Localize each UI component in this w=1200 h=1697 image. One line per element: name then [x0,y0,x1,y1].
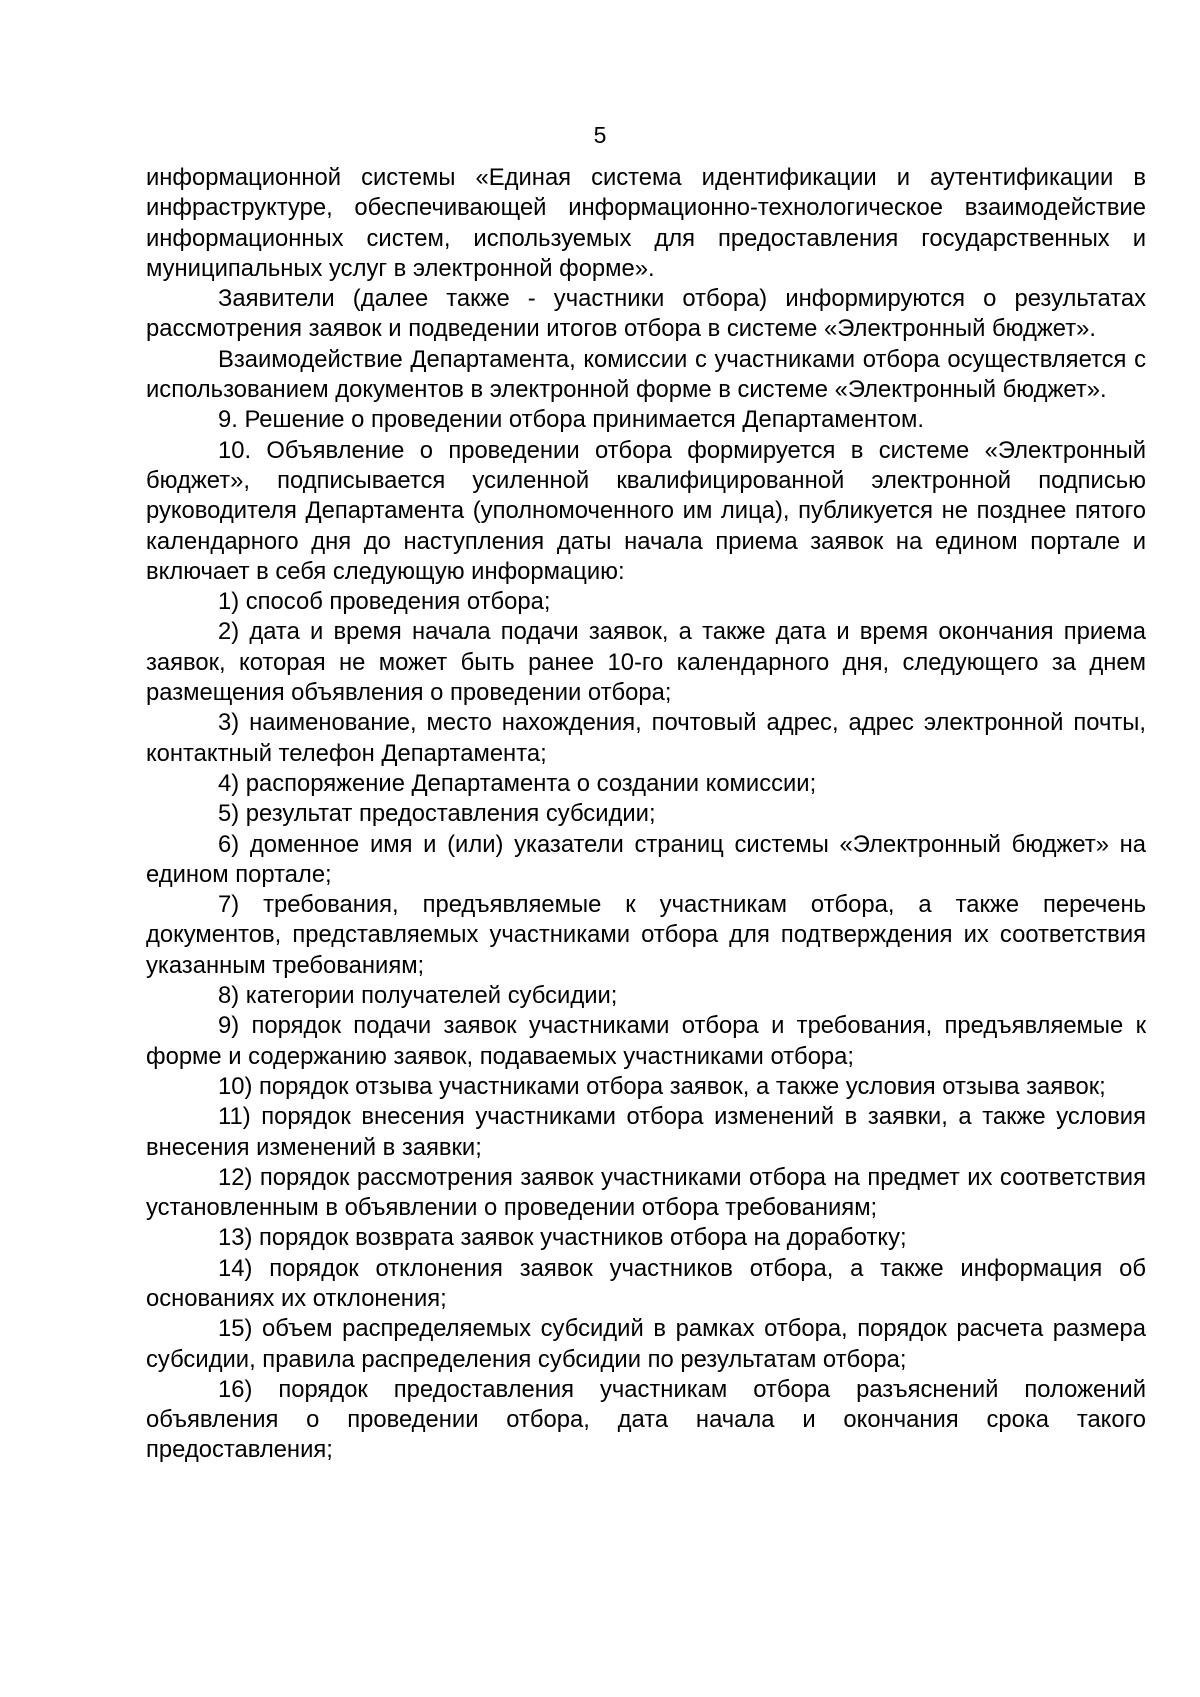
list-item: 12) порядок рассмотрения заявок участниками отбора на предмет их соответствия установленным в объявлении о проведении отбора требованиям; [146,1163,1146,1222]
list-item: 7) требования, предъявляемые к участникам отбора, а также перечень документов, представляемых участниками отбора для подтверждения их соответствия указанным требованиям; [146,891,1146,979]
list-item: 13) порядок возврата заявок участников отбора на доработку; [218,1224,907,1252]
document-body [146,163,1146,1466]
list-item: 11) порядок внесения участниками отбора изменений в заявки, а также условия внесения изменений в заявки; [146,1103,1146,1161]
list-item: 2) дата и время начала подачи заявок, а также дата и время окончания приема заявок, которая не может быть ранее 10-го календарного дня, следующего за днем размещения объявления о проведении отбора; [146,618,1146,707]
list-item: 14) порядок отклонения заявок участников отбора, а также информация об основаниях их отклонения; [146,1254,1146,1312]
paragraph: 10. Объявление о проведении отбора формируется в системе «Электронный бюджет», подписывается усиленной квалифицированной электронной подписью руководителя Департамента (уполномоченного им лица), публикуется не позднее пятого календарного дня до наступления даты начала приема заявок на едином портале и включает в себя следующую информацию: [146,436,1146,585]
list-item: 15) объем распределяемых субсидий в рамках отбора, порядок расчета размера субсидии, правила распределения субсидии по результатам отбора; [146,1315,1146,1373]
paragraph: информационной системы «Единая система идентификации и аутентификации в инфраструктуре, обеспечивающей информационно-технологическое взаимодействие информационных систем, используемых для предоставления государственных и муниципальных услуг в электронной форме». [146,164,1146,282]
list-item: 5) результат предоставления субсидии; [218,800,656,828]
list-item: 16) порядок предоставления участникам отбора разъяснений положений объявления о проведении отбора, дата начала и окончания срока такого предоставления; [146,1375,1146,1464]
list-item: 1) способ проведения отбора; [218,588,551,616]
list-item: 10) порядок отзыва участниками отбора заявок, а также условия отзыва заявок; [218,1072,1106,1100]
list-item: 6) доменное имя и (или) указатели страниц системы «Электронный бюджет» на едином портале; [146,830,1146,888]
page-number: 5 [593,122,607,148]
list-item: 4) распоряжение Департамента о создании комиссии; [218,769,817,797]
paragraph: 9. Решение о проведении отбора принимается Департаментом. [218,406,924,434]
list-item: 9) порядок подачи заявок участниками отбора и требования, предъявляемые к форме и содержанию заявок, подаваемых участниками отбора; [146,1012,1146,1070]
list-item: 3) наименование, место нахождения, почтовый адрес, адрес электронной почты, контактный телефон Департамента; [146,709,1146,767]
list-item: 8) категории получателей субсидии; [218,982,618,1010]
paragraph: Взаимодействие Департамента, комиссии с участниками отбора осуществляется с использованием документов в электронной форме в системе «Электронный бюджет». [146,345,1146,404]
paragraph: Заявители (далее также - участники отбора) информируются о результатах рассмотрения заявок и подведении итогов отбора в системе «Электронный бюджет». [146,285,1146,343]
